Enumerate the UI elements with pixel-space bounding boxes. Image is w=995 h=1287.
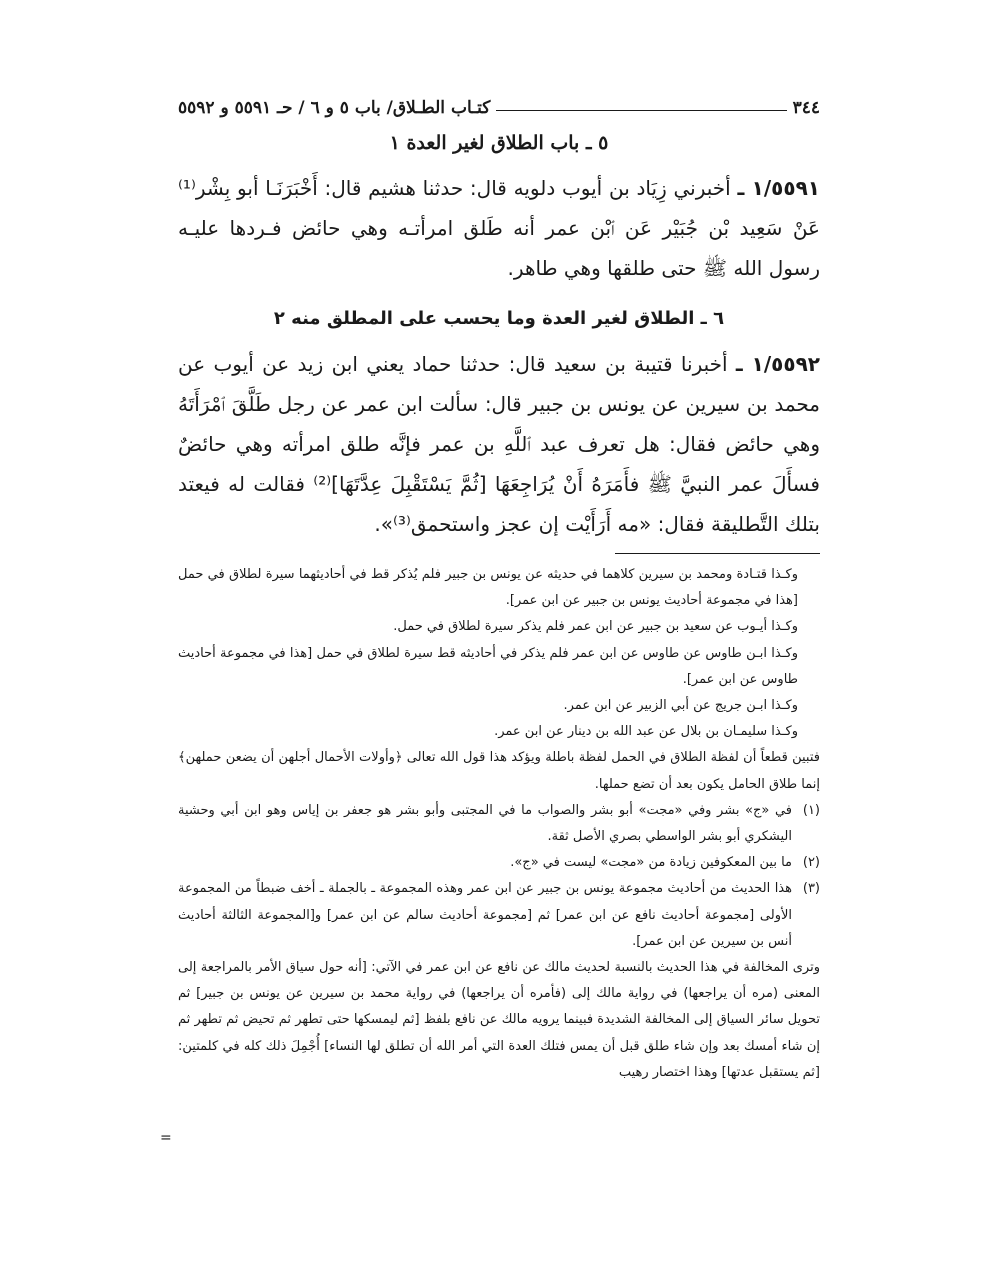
section-heading: ٦ ـ الطلاق لغير العدة وما يحسب على المطلق منه ٢ bbox=[273, 308, 725, 329]
hadith-number: ١/٥٥٩١ ـ bbox=[737, 176, 820, 200]
footnote-text: في «ج» بشر وفي «مجت» أبو بشر والصواب ما في المجتبى وأبو بشر هو جعفر بن إياس وهو ابن أبي وحشية اليشكري أبو بشر الواسطي بصري الأصل ثقة. bbox=[178, 802, 792, 845]
footnote-continuation: فتبين قطعاً أن لفظة الطلاق في الحمل لفظة باطلة ويؤكد هذا قول الله تعالى ﴿وأولات الأحمال أجلهن أن يضعن حملهن﴾ إنما طلاق الحامل يكون بعد أن تضع حملها. bbox=[178, 750, 820, 792]
footnotes bbox=[178, 562, 820, 1086]
footnote-continuation: وكـذا سليمـان بن بلال عن عبد الله بن دينار عن ابن عمر. bbox=[494, 724, 798, 740]
chapter-heading: ٥ ـ باب الطلاق لغير العدة ١ bbox=[389, 132, 609, 154]
continuation-mark: = bbox=[160, 1130, 172, 1146]
footnote-label: (١) bbox=[802, 802, 820, 818]
footnote-separator bbox=[615, 553, 820, 554]
footnote-text: هذا الحديث من أحاديث مجموعة يونس بن جبير عن ابن عمر وهذه المجموعة ـ بالجملة ـ أخف ضبطاً من المجموعة الأولى [مجموعة أحاديث نافع عن ابن عمر] ثم [مجموعة أحاديث سالم عن ابن عمر] و[المجموعة الثالثة أحاديث أنس بن سيرين عن ابن عمر]. bbox=[178, 881, 792, 949]
page-number: ٣٤٤ bbox=[792, 98, 820, 118]
hadith-text: أخبرنا قتيبة بن سعيد قال: حدثنا حماد يعني ابن زيد عن أيوب عن محمد بن سيرين عن يونس بن جبير قال: سألت ابن عمر عن رجل طَلَّقَ ٱمْرَأَتَهُ وهي حائض فقال: هل تعرف عبد ٱللَّهِ بن عمر فإنَّه طلق امرأته وهي حائضٌ فسأَلَ عمر النبيَّ ﷺ فأَمَرَهُ أَنْ يُرَاجِعَهَا [ثُمَّ يَسْتَقْبِلَ عِدَّتَهَا]⁽²⁾ فقالت له فيعتد بتلك التَّطليقة فقال: «مه أَرَأَيْت إن عجز واستحمق⁽³⁾». bbox=[178, 352, 820, 536]
footnote-3 bbox=[178, 876, 820, 955]
footnote-label: (٢) bbox=[802, 855, 820, 871]
footnote-text: ما بين المعكوفين زيادة من «مجت» ليست في «ج». bbox=[510, 855, 792, 871]
footnote-1 bbox=[178, 798, 820, 850]
footnote-3-continuation: وترى المخالفة في هذا الحديث بالنسبة لحديث مالك عن نافع عن ابن عمر في الآتي: [أنه حول سياق الأمر بالمراجعة إلى المعنى (مره أن يراجعها) في رواية مالك إلى (فأمره أن يراجعها) في رواية محمد بن سيرين عن يونس بن جبير] ثم تحويل سائر السياق إلى المخالفة الشديدة فبينما يرويه مالك عن نافع بلفظ [ثم ليمسكها حتى تطهر ثم تحيض ثم تطهر ثم إن شاء أمسك بعد وإن شاء طلق قبل أن يمس فتلك العدة التي أمر الله أن تطلق لها النساء] أُجْمِلَ ذلك كله في كلمتين: [ثم يستقبل عدتها] وهذا اختصار رهيب bbox=[178, 960, 820, 1080]
header-rule bbox=[496, 110, 786, 111]
running-header bbox=[178, 88, 820, 118]
footnote-label: (٣) bbox=[802, 881, 820, 897]
hadith-5591 bbox=[178, 168, 820, 288]
footnote-continuation: وكـذا قتـادة ومحمد بن سيرين كلاهما في حديثه عن يونس بن جبير فلم يُذكر قط في أحاديثهما سيرة لطلاق في حمل [هذا في مجموعة أحاديث يونس بن جبير عن ابن عمر]. bbox=[178, 567, 798, 609]
hadith-5592 bbox=[178, 344, 820, 544]
hadith-text: أخبرني زِيَاد بن أيوب دلويه قال: حدثنا هشيم قال: أَخْبَرَنَـا أبو بِشْر⁽¹⁾ عَنْ سَعِيد بْن جُبَيْر عَن ٱبْن عمر أنه طَلق امرأتـه وهي حائض فـردها عليـه رسول الله ﷺ حتى طلقها وهي طاهر. bbox=[178, 176, 820, 280]
footnote-2 bbox=[178, 850, 820, 876]
footnote-continuation: وكـذا ابـن طاوس عن طاوس عن ابن عمر فلم يذكر في أحاديثه قط سيرة لطلاق في حمل [هذا في مجموعة أحاديث طاوس عن ابن عمر]. bbox=[178, 645, 798, 687]
hadith-number: ١/٥٥٩٢ ـ bbox=[735, 352, 820, 376]
footnote-continuation: وكـذا ابـن جريج عن أبي الزبير عن ابن عمر. bbox=[563, 698, 798, 714]
running-title: كتـاب الطـلاق/ باب ٥ و ٦ / حـ ٥٥٩١ و ٥٥٩٢ bbox=[178, 98, 491, 118]
footnote-continuation: وكـذا أيـوب عن سعيد بن جبير عن ابن عمر فلم يذكر سيرة لطلاق في حمل. bbox=[393, 619, 798, 635]
